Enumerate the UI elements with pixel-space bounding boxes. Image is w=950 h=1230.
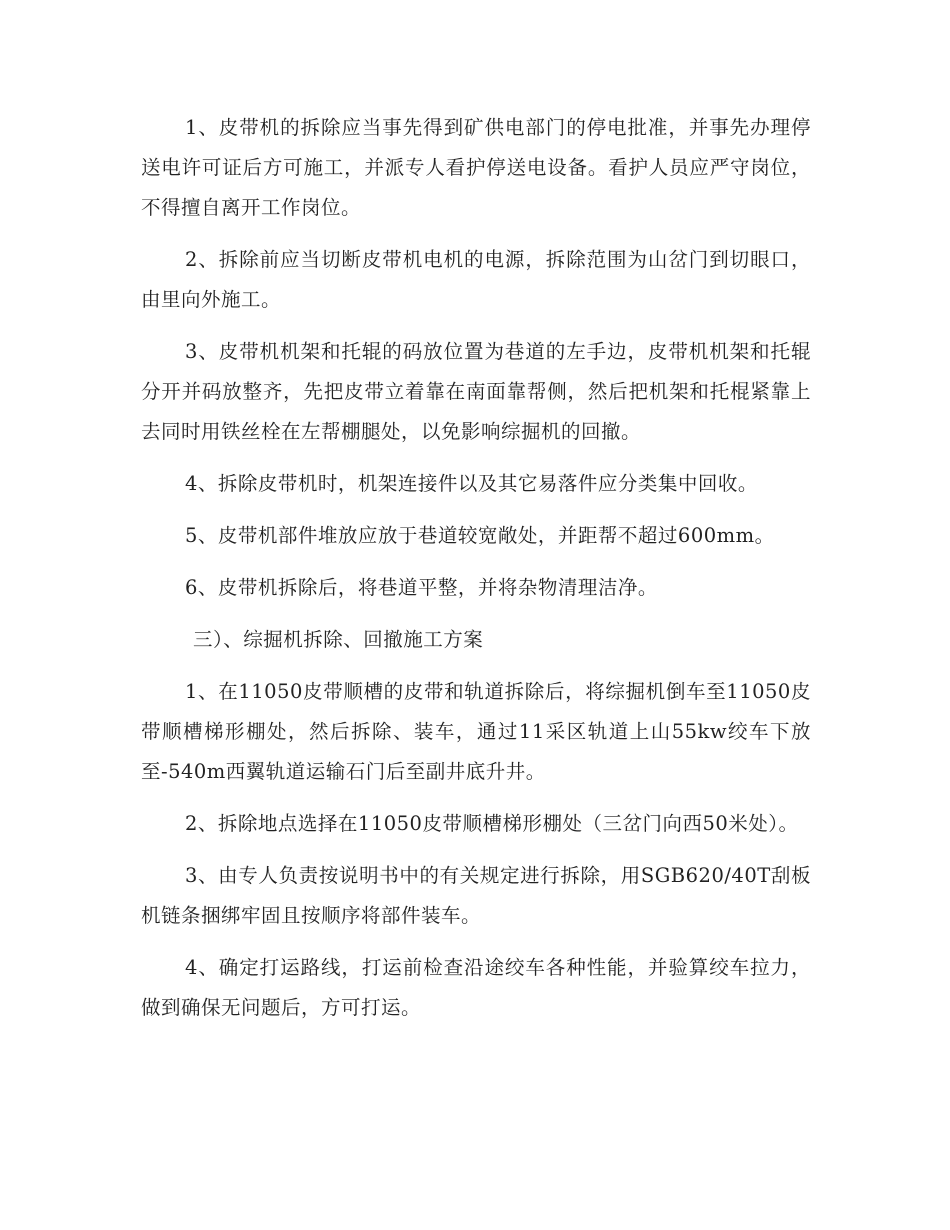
paragraph-1-6: 6、皮带机拆除后，将巷道平整，并将杂物清理洁净。 xyxy=(185,576,658,599)
section-heading: 三）、综掘机拆除、回撤施工方案 xyxy=(193,628,484,651)
paragraph-2-2: 2、拆除地点选择在11050皮带顺槽梯形棚处（三岔门向西50米处）。 xyxy=(185,812,799,835)
paragraph-2-3: 3、由专人负责按说明书中的有关规定进行拆除，用SGB620/40T刮板机链条捆绑牢固且按顺序将部件装车。 xyxy=(141,864,811,927)
paragraph-1-4: 4、拆除皮带机时，机架连接件以及其它易落件应分类集中回收。 xyxy=(185,472,758,495)
paragraph-2-1: 1、在11050皮带顺槽的皮带和轨道拆除后，将综掘机倒车至11050皮带顺槽梯形棚处，然后拆除、装车，通过11采区轨道上山55kw绞车下放至-540m西翼轨道运输石门后至副井底升井。 xyxy=(141,680,811,783)
document-body xyxy=(141,108,811,1040)
paragraph-2-4: 4、确定打运路线，打运前检查沿途绞车各种性能，并验算绞车拉力，做到确保无问题后，方可打运。 xyxy=(141,956,811,1019)
paragraph-1-5: 5、皮带机部件堆放应放于巷道较宽敞处，并距帮不超过600mm。 xyxy=(185,524,775,547)
paragraph-1-3: 3、皮带机机架和托辊的码放位置为巷道的左手边，皮带机机架和托辊分开并码放整齐，先把皮带立着靠在南面靠帮侧，然后把机架和托棍紧靠上去同时用铁丝栓在左帮棚腿处，以免影响综掘机的回撤。 xyxy=(141,340,811,443)
paragraph-1-2: 2、拆除前应当切断皮带机电机的电源，拆除范围为山岔门到切眼口，由里向外施工。 xyxy=(141,248,811,311)
paragraph-1-1: 1、皮带机的拆除应当事先得到矿供电部门的停电批准，并事先办理停送电许可证后方可施工，并派专人看护停送电设备。看护人员应严守岗位，不得擅自离开工作岗位。 xyxy=(141,116,811,219)
